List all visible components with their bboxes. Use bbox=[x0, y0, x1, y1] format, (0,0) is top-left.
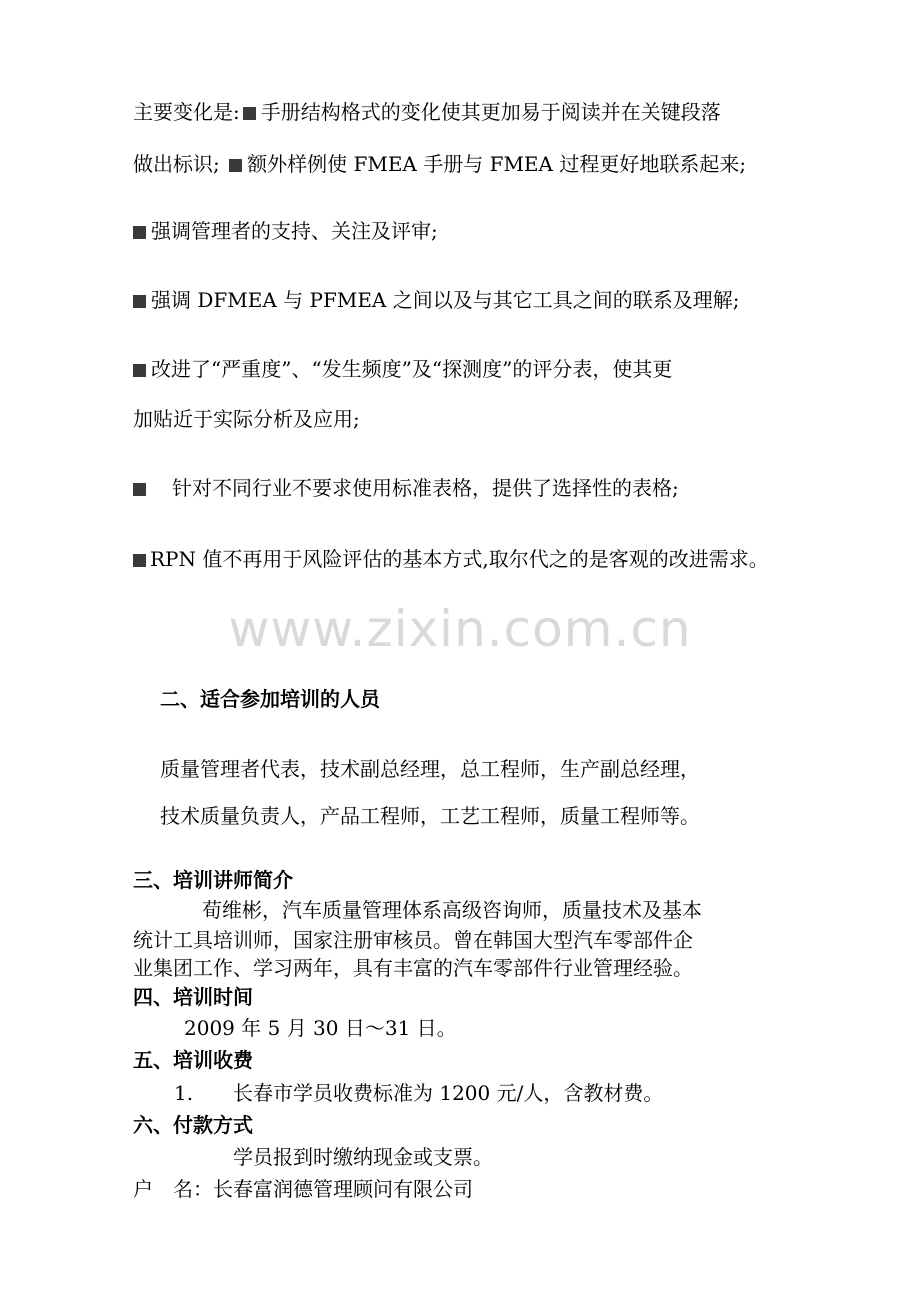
square-bullet-icon bbox=[229, 159, 242, 172]
section-3-heading: 三、培训讲师简介 bbox=[133, 868, 293, 892]
square-bullet-icon bbox=[133, 364, 146, 377]
section-3-line-1: 荀维彬，汽车质量管理体系高级咨询师，质量技术及基本 bbox=[202, 898, 702, 922]
changes-line-8 bbox=[133, 545, 769, 573]
changes-item-2: 额外样例使 FMEA 手册与 FMEA 过程更好地联系起来; bbox=[247, 152, 747, 176]
changes-item-7: RPN 值不再用于风险评估的基本方式,取尔代之的是客观的改进需求。 bbox=[150, 547, 769, 571]
changes-line-2 bbox=[133, 150, 746, 178]
section-4-heading: 四、培训时间 bbox=[133, 985, 253, 1009]
changes-line-6 bbox=[133, 405, 360, 433]
section-3-line-3: 业集团工作、学习两年，具有丰富的汽车零部件行业管理经验。 bbox=[133, 956, 693, 980]
section-6-line-1: 学员报到时缴纳现金或支票。 bbox=[233, 1145, 493, 1169]
section-2-line-2: 技术质量负责人，产品工程师，工艺工程师，质量工程师等。 bbox=[160, 804, 700, 828]
watermark: www.zixin.com.cn bbox=[228, 600, 692, 658]
section-3-line-2: 统计工具培训师，国家注册审核员。曾在韩国大型汽车零部件企 bbox=[133, 928, 693, 952]
changes-line-5 bbox=[133, 355, 672, 383]
changes-line-3 bbox=[133, 217, 438, 245]
square-bullet-icon bbox=[243, 107, 256, 120]
account-name-label: 户 名： bbox=[133, 1177, 213, 1201]
changes-line-4 bbox=[133, 286, 739, 314]
changes-line-1 bbox=[133, 98, 721, 126]
square-bullet-icon bbox=[133, 483, 146, 496]
changes-item-3: 强调管理者的支持、关注及评审; bbox=[151, 219, 438, 243]
changes-line-7 bbox=[133, 474, 679, 502]
changes-item-4: 强调 DFMEA 与 PFMEA 之间以及与其它工具之间的联系及理解; bbox=[151, 288, 740, 312]
section-2-heading: 二、适合参加培训的人员 bbox=[160, 687, 380, 711]
account-name-line bbox=[133, 1175, 473, 1203]
changes-item-6: 针对不同行业不要求使用标准表格，提供了选择性的表格; bbox=[172, 476, 679, 500]
changes-item-1a: 手册结构格式的变化使其更加易于阅读并在关键段落 bbox=[260, 100, 721, 124]
square-bullet-icon bbox=[133, 295, 146, 308]
changes-item-1b: 做出标识; bbox=[133, 152, 220, 176]
changes-item-5a: 改进了“严重度”、“发生频度”及“探测度”的评分表，使其更 bbox=[151, 357, 673, 381]
account-name-value: 长春富润德管理顾问有限公司 bbox=[213, 1177, 473, 1201]
section-6-heading: 六、付款方式 bbox=[133, 1113, 253, 1137]
square-bullet-icon bbox=[133, 554, 146, 567]
section-5-heading: 五、培训收费 bbox=[133, 1048, 253, 1072]
section-5-line-1: 长春市学员收费标准为 1200 元/人，含教材费。 bbox=[233, 1081, 664, 1105]
changes-item-5b: 加贴近于实际分析及应用; bbox=[133, 407, 360, 431]
square-bullet-icon bbox=[133, 226, 146, 239]
section-5-item-number: 1. bbox=[174, 1081, 194, 1105]
section-2-line-1: 质量管理者代表，技术副总经理，总工程师，生产副总经理， bbox=[160, 757, 700, 781]
section-4-line-1: 2009 年 5 月 30 日～31 日。 bbox=[184, 1016, 457, 1040]
changes-intro: 主要变化是: bbox=[133, 100, 240, 124]
